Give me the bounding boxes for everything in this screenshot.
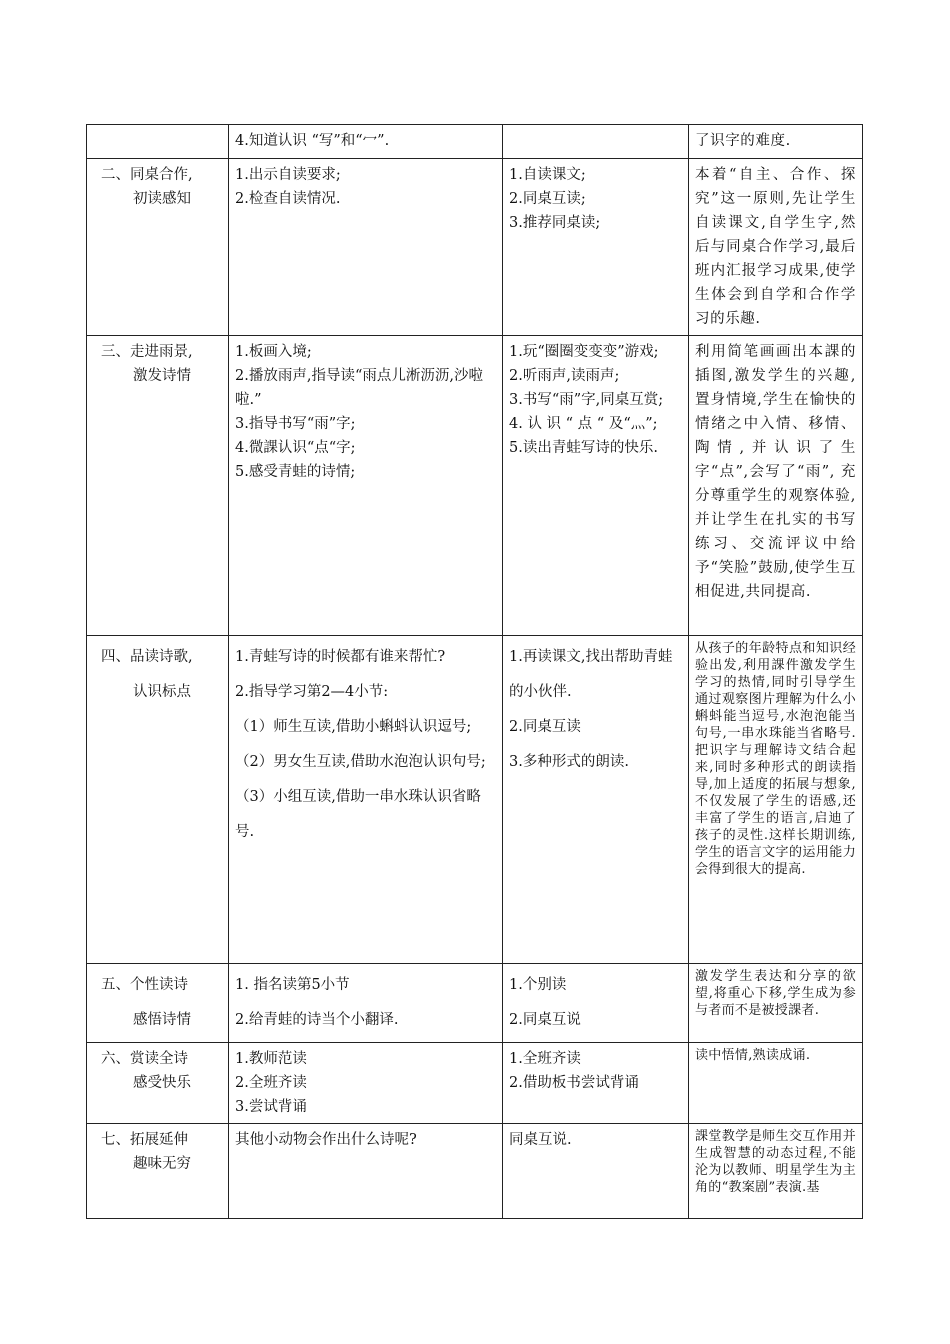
lesson-plan-table (86, 124, 863, 1219)
table-row (87, 159, 863, 336)
teacher-step: 2.给青蛙的诗当个小翻译. (235, 1012, 399, 1028)
design-intent-text: 課堂教学是师生交互作用并生成智慧的动态过程,不能沦为以教师、明星学生为主角的“教案剧”表演.基 (695, 1129, 856, 1195)
teacher-step: 其他小动物会作出什么诗呢? (235, 1132, 417, 1148)
teacher-step: 2.全班齐读 (235, 1075, 307, 1091)
design-intent-text: 本着“自主、合作、探究”这一原则,先让学生自读课文,自学生字,然后与同桌合作学习,最后班内汇报学习成果,使学生体会到自学和合作学习的乐趣. (695, 167, 856, 327)
student-step: 3.推荐同桌读; (509, 215, 601, 231)
design-intent-cell (689, 1043, 863, 1124)
teacher-step: 1.教师范读 (235, 1051, 307, 1067)
design-intent-cell (689, 964, 863, 1043)
design-intent-text: 读中悟情,熟读成诵. (695, 1048, 811, 1063)
stage-cell (87, 159, 229, 336)
student-step: 2.同桌互说 (509, 1012, 581, 1028)
student-step: 同桌互说. (509, 1132, 572, 1148)
design-intent-text: 从孩子的年龄特点和知识经验出发,利用課件激发学生学习的热情,同时引导学生通过观察图片理解为什么小蝌蚪能当逗号,水泡泡能当句号,一串水珠能当省略号.把识字与理解诗文结合起来,同时多种形式的朗读指导,加上适度的拓展与想象,不仅发展了学生的语感,还丰富了学生的语言,启迪了孩子的灵性.这样长期训练,学生的语言文字的运用能力会得到很大的提高. (695, 641, 856, 877)
student-step: 1.个别读 (509, 977, 567, 993)
table-row (87, 336, 863, 636)
teacher-step: 5.感受青蛙的诗情; (235, 464, 356, 480)
design-intent-text: 激发学生表达和分享的欲望,将重心下移,学生成为参与者而不是被授課者. (695, 969, 856, 1018)
stage-subtitle: 初读感知 (133, 191, 191, 207)
teacher-activity-cell (229, 1043, 503, 1124)
teacher-activity-cell (229, 1124, 503, 1219)
stage-cell (87, 336, 229, 636)
stage-title: 五、个性读诗 (101, 977, 188, 993)
teacher-step: 2.检查自读情况. (235, 191, 341, 207)
student-step: 4. 认 识 “ 点 “ 及“灬”; (509, 416, 658, 432)
teacher-step: 2.指导学习第2—4小节: (235, 684, 389, 700)
stage-title: 六、赏读全诗 (101, 1051, 188, 1067)
stage-cell (87, 1124, 229, 1219)
teacher-step: （3）小组互读,借助一串水珠认识省略号. (235, 789, 481, 840)
student-step: 2.同桌互读 (509, 719, 581, 735)
teacher-step: 1.板画入境; (235, 344, 312, 360)
stage-cell (87, 964, 229, 1043)
teacher-step: （1）师生互读,借助小蝌蚪认识逗号; (235, 719, 472, 735)
teacher-activity-cell (229, 159, 503, 336)
student-step: 5.读出青蛙写诗的快乐. (509, 440, 658, 456)
stage-subtitle: 认识标点 (133, 684, 191, 700)
teacher-step: 1. 指名读第5小节 (235, 977, 350, 993)
stage-subtitle: 感悟诗情 (133, 1012, 191, 1028)
student-step: 3.多种形式的朗读. (509, 754, 629, 770)
student-step: 1.全班齐读 (509, 1051, 581, 1067)
design-intent-cell (689, 336, 863, 636)
student-step: 1.自读课文; (509, 167, 586, 183)
teacher-activity-cell (229, 125, 503, 159)
stage-cell (87, 125, 229, 159)
stage-cell (87, 636, 229, 964)
teacher-activity-cell (229, 336, 503, 636)
student-activity-cell (503, 1124, 689, 1219)
stage-subtitle: 感受快乐 (133, 1075, 191, 1091)
teacher-step: 4.微課认识“点“字; (235, 440, 356, 456)
teacher-step: 2.播放雨声,指导读“雨点儿淅沥沥,沙啦啦.” (235, 368, 483, 408)
student-step: 2.同桌互读; (509, 191, 586, 207)
student-activity-cell (503, 964, 689, 1043)
stage-title: 三、走进雨景, (101, 344, 193, 360)
table-row (87, 125, 863, 159)
design-intent-cell (689, 636, 863, 964)
teacher-activity-cell (229, 636, 503, 964)
student-activity-cell (503, 336, 689, 636)
stage-subtitle: 趣味无穷 (133, 1156, 191, 1172)
student-step: 2.借助板书尝试背诵 (509, 1075, 639, 1091)
stage-cell (87, 1043, 229, 1124)
stage-title: 四、品读诗歌, (101, 649, 193, 665)
design-intent-text: 了识字的难度. (695, 133, 791, 149)
stage-subtitle: 激发诗情 (133, 368, 191, 384)
teacher-step: （2）男女生互读,借助水泡泡认识句号; (235, 754, 486, 770)
teacher-step: 1.出示自读要求; (235, 167, 341, 183)
teacher-step: 3.尝试背诵 (235, 1099, 307, 1115)
table-row (87, 636, 863, 964)
design-intent-cell (689, 1124, 863, 1219)
student-activity-cell (503, 636, 689, 964)
table-row (87, 1124, 863, 1219)
table-row (87, 1043, 863, 1124)
design-intent-text: 利用简笔画画出本課的插图,激发学生的兴趣,置身情境,学生在愉快的情绪之中入情、移情、陶情,并认识了生字“点”,会写了“雨”, 充分尊重学生的观察体验,并让学生在扎实的书写练习、交流评议中给予“笑脸”鼓励,使学生互相促进,共同提高. (695, 344, 856, 600)
design-intent-cell (689, 125, 863, 159)
teacher-step: 4.知道认识 “写”和“冖”. (235, 133, 390, 149)
student-step: 3.书写“雨”字,同桌互赏; (509, 392, 664, 408)
teacher-activity-cell (229, 964, 503, 1043)
teacher-step: 3.指导书写“雨”字; (235, 416, 356, 432)
teacher-step: 1.青蛙写诗的时候都有谁来帮忙? (235, 649, 446, 665)
student-activity-cell (503, 125, 689, 159)
stage-title: 二、同桌合作, (101, 167, 193, 183)
student-activity-cell (503, 159, 689, 336)
table-row (87, 964, 863, 1043)
stage-title: 七、拓展延伸 (101, 1132, 188, 1148)
student-step: 1.玩“圈圈变变变”游戏; (509, 344, 659, 360)
student-step: 1.再读课文,找出帮助青蛙的小伙伴. (509, 649, 673, 700)
student-step: 2.听雨声,读雨声; (509, 368, 620, 384)
student-activity-cell (503, 1043, 689, 1124)
design-intent-cell (689, 159, 863, 336)
